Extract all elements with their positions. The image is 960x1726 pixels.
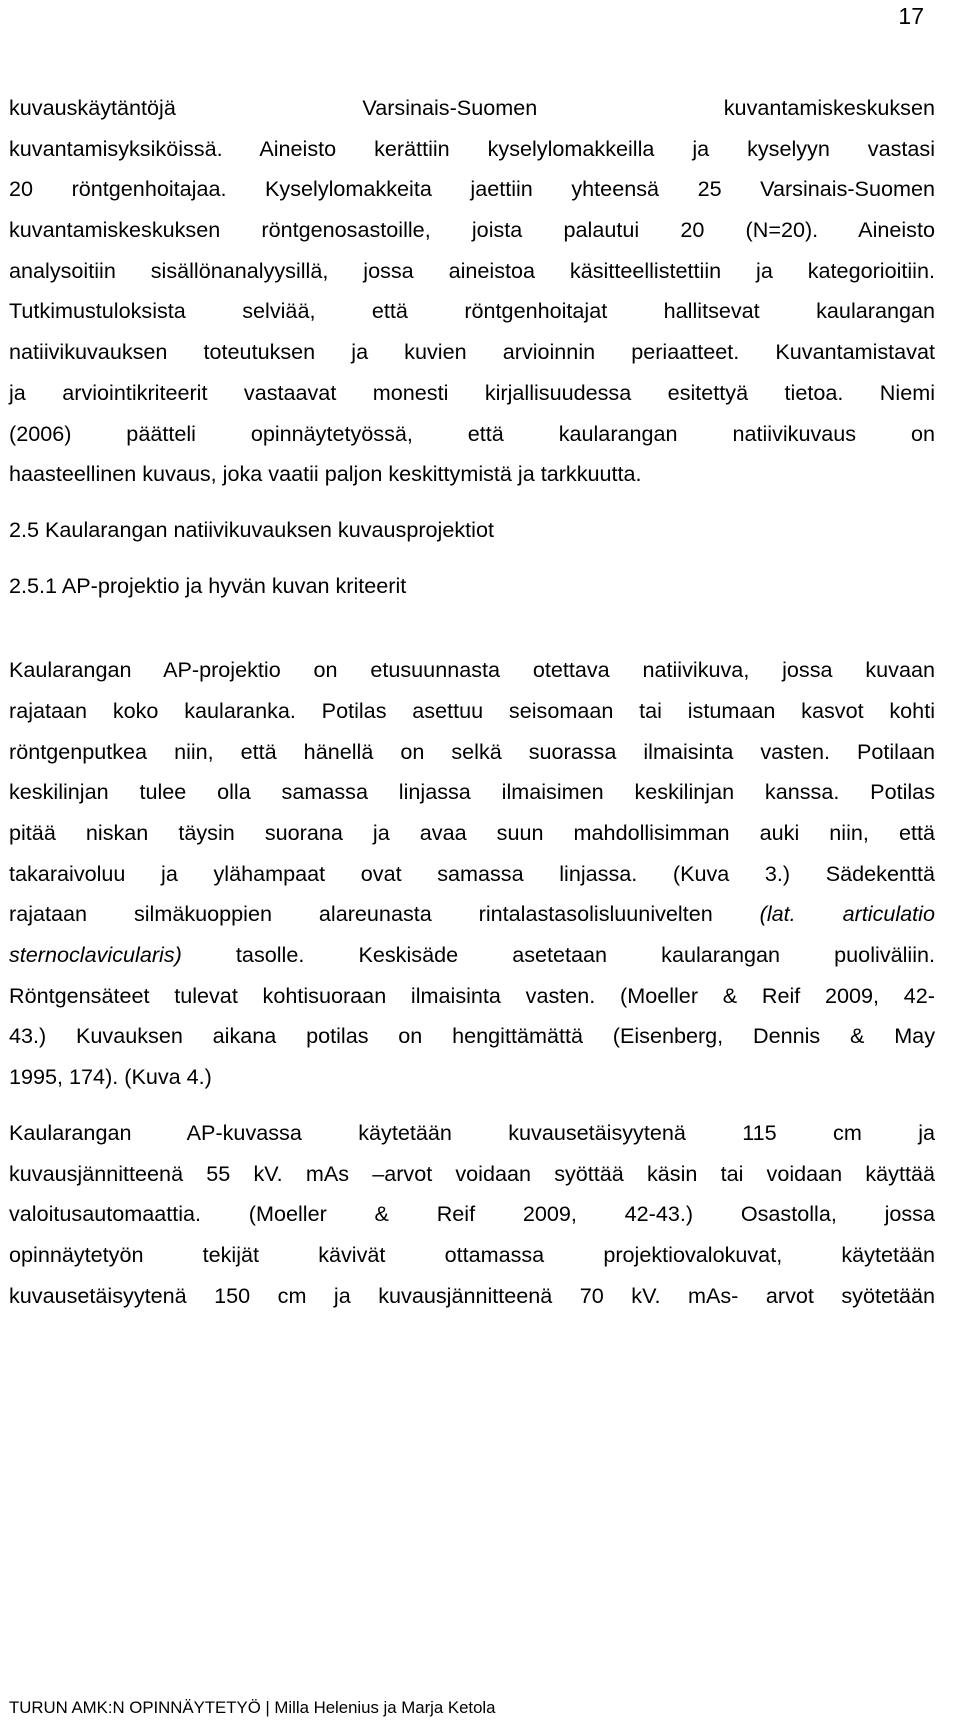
paragraph-line: Kaularangan AP-kuvassa käytetään kuvausetäisyytenä 115 cm ja: [9, 1119, 935, 1145]
paragraph-line: analysoitiin sisällönanalyysillä, jossa aineistoa käsitteellistettiin ja kategorioitiin.: [9, 257, 935, 283]
paragraph-line: kuvausetäisyytenä 150 cm ja kuvausjännitteenä 70 kV. mAs- arvot syötetään: [9, 1282, 935, 1308]
section-heading-2-5-1: 2.5.1 AP-projektio ja hyvän kuvan kriteerit: [9, 572, 407, 598]
paragraph-line: natiivikuvauksen toteutuksen ja kuvien arvioinnin periaatteet. Kuvantamistavat: [9, 339, 935, 365]
page-number: 17: [898, 3, 924, 29]
paragraph-line-with-italic: [9, 935, 935, 976]
paragraph-line: Röntgensäteet tulevat kohtisuoraan ilmaisinta vasten. (Moeller & Reif 2009, 42-: [9, 982, 935, 1008]
paragraph-line: pitää niskan täysin suorana ja avaa suun mahdollisimman auki niin, että: [9, 820, 935, 845]
section-heading-2-5: 2.5 Kaularangan natiivikuvauksen kuvausprojektiot: [9, 516, 494, 542]
paragraph-line: kuvauskäytäntöjä Varsinais-Suomen kuvantamiskeskuksen: [9, 95, 935, 120]
paragraph-line: Kaularangan AP-projektio on etusuunnasta otettava natiivikuva, jossa kuvaan: [9, 657, 935, 683]
paragraph-line-with-italic: [9, 894, 935, 935]
paragraph-3: [9, 1113, 935, 1316]
paragraph-line: kuvantamiskeskuksen röntgenosastoille, joista palautui 20 (N=20). Aineisto: [9, 217, 935, 243]
paragraph-line: Tutkimustuloksista selviää, että röntgenhoitajat hallitsevat kaularangan: [9, 298, 935, 324]
paragraph-line: keskilinjan tulee olla samassa linjassa ilmaisimen keskilinjan kanssa. Potilas: [9, 779, 935, 805]
paragraph-text: tasolle. Keskisäde asetetaan kaularangan puoliväliin.: [181, 942, 935, 968]
paragraph-2: [9, 650, 935, 1098]
document-body: [9, 88, 935, 1316]
paragraph-1: [9, 88, 935, 495]
paragraph-line: takaraivoluu ja ylähampaat ovat samassa linjassa. (Kuva 3.) Sädekenttä: [9, 860, 935, 886]
paragraph-text: rajataan silmäkuoppien alareunasta rintalastasolisluunivelten: [9, 901, 760, 927]
paragraph-line: valoitusautomaattia. (Moeller & Reif 2009, 42-43.) Osastolla, jossa: [9, 1201, 935, 1227]
paragraph-line: (2006) päätteli opinnäytetyössä, että kaularangan natiivikuvaus on: [9, 420, 935, 446]
paragraph-line: ja arviointikriteerit vastaavat monesti kirjallisuudessa esitettyä tietoa. Niemi: [9, 379, 935, 405]
paragraph-line: röntgenputkea niin, että hänellä on selkä suorassa ilmaisinta vasten. Potilaan: [9, 738, 935, 764]
paragraph-line: rajataan koko kaularanka. Potilas asettuu seisomaan tai istumaan kasvot kohti: [9, 697, 935, 723]
paragraph-line: haasteellinen kuvaus, joka vaatii paljon keskittymistä ja tarkkuutta.: [9, 461, 642, 487]
paragraph-line: kuvantamisyksiköissä. Aineisto kerättiin kyselylomakkeilla ja kyselyyn vastasi: [9, 135, 935, 161]
latin-term: sternoclavicularis): [9, 942, 182, 968]
page-footer: TURUN AMK:N OPINNÄYTETYÖ | Milla Helenius ja Marja Ketola: [9, 1698, 496, 1717]
paragraph-line: 1995, 174). (Kuva 4.): [9, 1064, 212, 1090]
paragraph-line: 43.) Kuvauksen aikana potilas on hengittämättä (Eisenberg, Dennis & May: [9, 1023, 935, 1049]
paragraph-line: opinnäytetyön tekijät kävivät ottamassa projektiovalokuvat, käytetään: [9, 1241, 935, 1267]
paragraph-line: kuvausjännitteenä 55 kV. mAs –arvot voidaan syöttää käsin tai voidaan käyttää: [9, 1160, 935, 1186]
paragraph-line: 20 röntgenhoitajaa. Kyselylomakkeita jaettiin yhteensä 25 Varsinais-Suomen: [9, 176, 935, 202]
latin-term: (lat. articulatio: [759, 901, 935, 927]
